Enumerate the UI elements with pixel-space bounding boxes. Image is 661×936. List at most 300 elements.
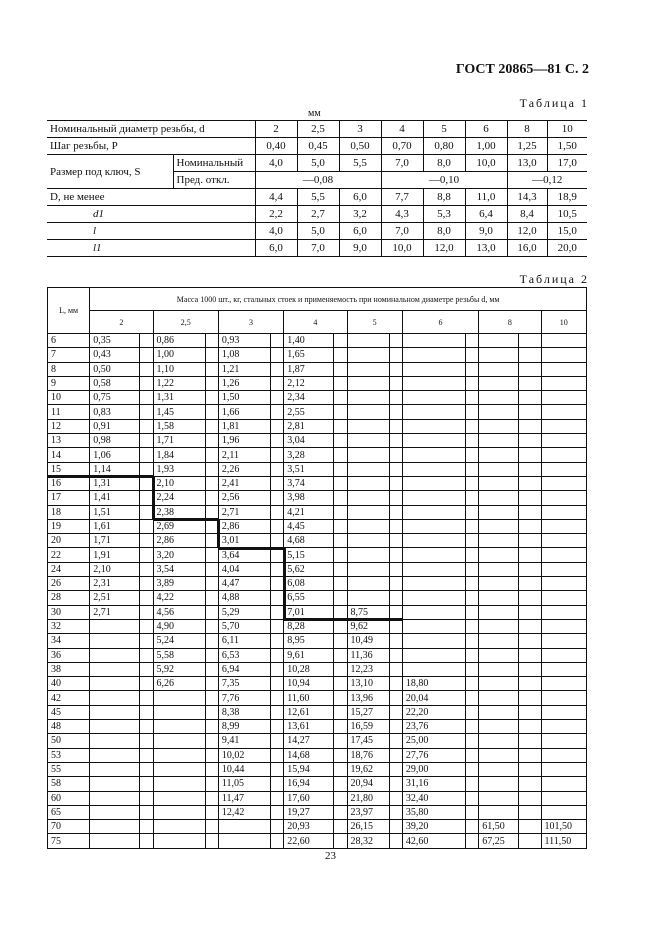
mass-cell: 2,55: [284, 405, 334, 419]
applicability-cell: [271, 834, 284, 848]
mass-cell: 16,59: [347, 720, 389, 734]
table1-cell: 10,0: [381, 240, 423, 257]
mass-cell: [541, 362, 586, 376]
mass-cell: 10,28: [284, 662, 334, 676]
mass-cell: [402, 605, 465, 619]
mass-cell: [541, 777, 586, 791]
mass-cell: 5,70: [218, 619, 270, 633]
applicability-cell: [140, 376, 153, 390]
boundary-segment: [48, 475, 154, 478]
applicability-cell: [389, 391, 402, 405]
applicability-cell: [205, 591, 218, 605]
table1-cell: 3,2: [339, 206, 381, 223]
mass-cell: 20,04: [402, 691, 465, 705]
applicability-cell: [205, 748, 218, 762]
mass-cell: 2,51: [90, 591, 140, 605]
mass-cell: [541, 677, 586, 691]
mass-cell: 1,41: [90, 491, 140, 505]
diameter-header: 4: [284, 311, 347, 334]
applicability-cell: [519, 777, 541, 791]
applicability-cell: [140, 734, 153, 748]
table1-cell: 5,5: [297, 189, 339, 206]
applicability-cell: [271, 462, 284, 476]
mass-cell: 2,71: [90, 605, 140, 619]
applicability-cell: [205, 348, 218, 362]
table1-cell: 6,0: [255, 240, 297, 257]
applicability-cell: [334, 705, 347, 719]
table-row: [48, 791, 587, 805]
mass-cell: [541, 634, 586, 648]
table1-cell: 6,0: [339, 223, 381, 240]
mass-cell: 23,97: [347, 805, 389, 819]
table1-cell: 2: [255, 121, 297, 138]
length-cell: 40: [48, 677, 90, 691]
length-cell: 45: [48, 705, 90, 719]
table-row: [48, 448, 587, 462]
applicability-cell: [334, 448, 347, 462]
mass-cell: 1,84: [153, 448, 205, 462]
applicability-cell: [519, 491, 541, 505]
mass-cell: [90, 762, 140, 776]
table1-cell: 12,0: [423, 240, 465, 257]
applicability-cell: [140, 434, 153, 448]
table1-cell: 2,2: [255, 206, 297, 223]
mass-cell: [90, 705, 140, 719]
mass-cell: 8,95: [284, 634, 334, 648]
length-cell: 19: [48, 519, 90, 533]
applicability-cell: [519, 391, 541, 405]
applicability-cell: [271, 434, 284, 448]
applicability-cell: [519, 548, 541, 562]
applicability-cell: [205, 734, 218, 748]
mass-cell: 8,28: [284, 619, 334, 633]
mass-cell: [347, 591, 389, 605]
table2-header-row: [48, 311, 587, 334]
length-cell: 30: [48, 605, 90, 619]
applicability-cell: [205, 448, 218, 462]
length-cell: 13: [48, 434, 90, 448]
applicability-cell: [466, 834, 479, 848]
mass-cell: [402, 348, 465, 362]
applicability-cell: [519, 591, 541, 605]
applicability-cell: [140, 691, 153, 705]
applicability-cell: [205, 562, 218, 576]
applicability-cell: [205, 376, 218, 390]
mass-cell: [402, 491, 465, 505]
mass-cell: [218, 834, 270, 848]
mass-cell: [153, 834, 205, 848]
mass-cell: [479, 691, 519, 705]
applicability-cell: [519, 448, 541, 462]
table-row: [48, 519, 587, 533]
applicability-cell: [519, 376, 541, 390]
mass-cell: [347, 391, 389, 405]
mass-cell: 9,62: [347, 619, 389, 633]
mass-cell: [402, 548, 465, 562]
mass-cell: [402, 591, 465, 605]
applicability-cell: [140, 591, 153, 605]
applicability-cell: [140, 748, 153, 762]
mass-cell: 2,31: [90, 577, 140, 591]
table-row: [48, 619, 587, 633]
mass-cell: [541, 705, 586, 719]
mass-cell: [90, 748, 140, 762]
applicability-cell: [466, 434, 479, 448]
applicability-cell: [466, 448, 479, 462]
length-cell: 26: [48, 577, 90, 591]
applicability-cell: [205, 805, 218, 819]
table1-cell: 10,5: [547, 206, 587, 223]
table1-cell: 1,00: [465, 138, 507, 155]
mass-cell: 1,50: [218, 391, 270, 405]
mass-cell: [479, 391, 519, 405]
applicability-cell: [519, 820, 541, 834]
applicability-cell: [334, 634, 347, 648]
applicability-cell: [334, 834, 347, 848]
length-cell: 32: [48, 619, 90, 633]
table1-cell: 20,0: [547, 240, 587, 257]
applicability-cell: [334, 648, 347, 662]
mass-cell: 6,55: [284, 591, 334, 605]
applicability-cell: [466, 562, 479, 576]
applicability-cell: [334, 376, 347, 390]
mass-cell: [479, 519, 519, 533]
table1-cell: 17,0: [547, 155, 587, 172]
applicability-cell: [389, 491, 402, 505]
mass-cell: 6,11: [218, 634, 270, 648]
mass-cell: [347, 476, 389, 490]
mass-cell: [90, 662, 140, 676]
mass-cell: 1,08: [218, 348, 270, 362]
applicability-cell: [389, 634, 402, 648]
mass-cell: 22,60: [284, 834, 334, 848]
applicability-cell: [389, 434, 402, 448]
table1-cell: 8,0: [423, 223, 465, 240]
applicability-cell: [519, 362, 541, 376]
mass-cell: 3,64: [218, 548, 270, 562]
diameter-header: 2,5: [153, 311, 218, 334]
applicability-cell: [140, 519, 153, 533]
mass-cell: 2,56: [218, 491, 270, 505]
applicability-cell: [271, 362, 284, 376]
mass-cell: [402, 391, 465, 405]
applicability-cell: [519, 505, 541, 519]
applicability-cell: [389, 648, 402, 662]
mass-cell: [479, 548, 519, 562]
mass-cell: [479, 491, 519, 505]
mass-cell: 21,80: [347, 791, 389, 805]
mass-cell: 12,23: [347, 662, 389, 676]
applicability-cell: [205, 405, 218, 419]
mass-cell: [479, 805, 519, 819]
applicability-cell: [205, 634, 218, 648]
applicability-cell: [519, 634, 541, 648]
mass-cell: 0,86: [153, 334, 205, 348]
mass-cell: [541, 534, 586, 548]
mass-cell: [479, 405, 519, 419]
length-cell: 65: [48, 805, 90, 819]
applicability-cell: [389, 476, 402, 490]
table1-cell: 10,0: [465, 155, 507, 172]
table1-cell: 18,9: [547, 189, 587, 206]
applicability-cell: [205, 419, 218, 433]
applicability-cell: [519, 334, 541, 348]
mass-cell: 12,61: [284, 705, 334, 719]
applicability-cell: [466, 391, 479, 405]
mass-cell: [347, 548, 389, 562]
mass-cell: [347, 505, 389, 519]
mass-cell: 1,00: [153, 348, 205, 362]
mass-cell: 0,91: [90, 419, 140, 433]
mass-cell: 1,14: [90, 462, 140, 476]
length-cell: 24: [48, 562, 90, 576]
applicability-cell: [389, 519, 402, 533]
table-row: [48, 476, 587, 490]
table1-cell: 0,80: [423, 138, 465, 155]
applicability-cell: [519, 734, 541, 748]
applicability-cell: [334, 334, 347, 348]
applicability-cell: [389, 805, 402, 819]
mass-cell: 101,50: [541, 820, 586, 834]
applicability-cell: [466, 691, 479, 705]
applicability-cell: [466, 619, 479, 633]
mass-cell: 6,08: [284, 577, 334, 591]
mass-cell: [153, 748, 205, 762]
table1-cell: 3: [339, 121, 381, 138]
mass-cell: 23,76: [402, 720, 465, 734]
applicability-cell: [271, 505, 284, 519]
length-cell: 58: [48, 777, 90, 791]
applicability-cell: [466, 476, 479, 490]
applicability-cell: [271, 634, 284, 648]
applicability-cell: [271, 534, 284, 548]
mass-cell: 1,26: [218, 376, 270, 390]
applicability-cell: [140, 648, 153, 662]
row-label: D, не менее: [47, 189, 255, 206]
page-number: 23: [325, 850, 336, 862]
applicability-cell: [389, 762, 402, 776]
table-row: [48, 648, 587, 662]
applicability-cell: [271, 519, 284, 533]
mass-cell: [347, 348, 389, 362]
applicability-cell: [389, 591, 402, 605]
table-row: [48, 405, 587, 419]
table1-cell: 0,50: [339, 138, 381, 155]
mass-cell: 2,69: [153, 519, 205, 533]
applicability-cell: [466, 734, 479, 748]
mass-cell: 1,91: [90, 548, 140, 562]
length-cell: 53: [48, 748, 90, 762]
mass-cell: 0,35: [90, 334, 140, 348]
mass-cell: [541, 791, 586, 805]
mass-cell: [153, 777, 205, 791]
mass-cell: 1,96: [218, 434, 270, 448]
mass-cell: 4,45: [284, 519, 334, 533]
mass-cell: [347, 448, 389, 462]
mass-cell: 17,60: [284, 791, 334, 805]
applicability-cell: [271, 720, 284, 734]
table1-cell: 5,3: [423, 206, 465, 223]
table-row: [48, 419, 587, 433]
applicability-cell: [140, 805, 153, 819]
applicability-cell: [205, 491, 218, 505]
mass-cell: 10,94: [284, 677, 334, 691]
applicability-cell: [205, 619, 218, 633]
applicability-cell: [334, 534, 347, 548]
applicability-cell: [271, 334, 284, 348]
table1-cell: 6: [465, 121, 507, 138]
mass-cell: 10,49: [347, 634, 389, 648]
mass-cell: 4,22: [153, 591, 205, 605]
applicability-cell: [519, 662, 541, 676]
applicability-cell: [466, 720, 479, 734]
mass-cell: 0,93: [218, 334, 270, 348]
mass-cell: 1,93: [153, 462, 205, 476]
mass-cell: [479, 562, 519, 576]
applicability-cell: [205, 648, 218, 662]
table-row: [48, 391, 587, 405]
mass-cell: 13,10: [347, 677, 389, 691]
applicability-cell: [389, 462, 402, 476]
mass-cell: 2,34: [284, 391, 334, 405]
row-label: d1: [47, 206, 255, 223]
mass-cell: [479, 705, 519, 719]
mass-cell: [541, 519, 586, 533]
table1-cell: 8: [507, 121, 547, 138]
mass-cell: 9,61: [284, 648, 334, 662]
table1-unit: мм: [308, 108, 321, 119]
mass-cell: [402, 419, 465, 433]
mass-cell: 3,20: [153, 548, 205, 562]
mass-cell: 3,89: [153, 577, 205, 591]
applicability-cell: [389, 791, 402, 805]
boundary-segment: [283, 548, 286, 619]
mass-cell: 6,26: [153, 677, 205, 691]
length-cell: 55: [48, 762, 90, 776]
table1-row: [47, 121, 587, 138]
table1-cell: 9,0: [339, 240, 381, 257]
mass-cell: [479, 748, 519, 762]
mass-cell: [402, 634, 465, 648]
mass-cell: [541, 762, 586, 776]
mass-cell: [479, 462, 519, 476]
table1-cell: 7,0: [297, 240, 339, 257]
mass-cell: 26,15: [347, 820, 389, 834]
table1-cell: 1,25: [507, 138, 547, 155]
length-cell: 60: [48, 791, 90, 805]
mass-cell: [90, 820, 140, 834]
diameter-header: 5: [347, 311, 402, 334]
applicability-cell: [205, 705, 218, 719]
applicability-cell: [271, 805, 284, 819]
applicability-cell: [334, 476, 347, 490]
table1-cell: 15,0: [547, 223, 587, 240]
table-row: [48, 491, 587, 505]
mass-cell: 2,10: [90, 562, 140, 576]
applicability-cell: [334, 348, 347, 362]
mass-cell: [153, 805, 205, 819]
applicability-cell: [271, 691, 284, 705]
applicability-cell: [519, 405, 541, 419]
mass-cell: 2,26: [218, 462, 270, 476]
mass-cell: [347, 462, 389, 476]
boundary-segment: [284, 618, 403, 621]
applicability-cell: [205, 691, 218, 705]
table1-cell: 8,4: [507, 206, 547, 223]
mass-cell: 2,24: [153, 491, 205, 505]
diameter-header: 8: [479, 311, 541, 334]
applicability-cell: [334, 691, 347, 705]
applicability-cell: [519, 534, 541, 548]
table1-cell: 6,0: [339, 189, 381, 206]
applicability-cell: [205, 577, 218, 591]
mass-cell: [479, 348, 519, 362]
mass-cell: [402, 505, 465, 519]
applicability-cell: [466, 462, 479, 476]
applicability-cell: [466, 805, 479, 819]
applicability-cell: [466, 591, 479, 605]
mass-cell: 67,25: [479, 834, 519, 848]
mass-cell: 8,38: [218, 705, 270, 719]
mass-cell: [541, 476, 586, 490]
applicability-cell: [140, 362, 153, 376]
boundary-segment: [152, 476, 155, 519]
applicability-cell: [519, 691, 541, 705]
applicability-cell: [140, 562, 153, 576]
mass-cell: 2,12: [284, 376, 334, 390]
mass-cell: 1,61: [90, 519, 140, 533]
applicability-cell: [271, 820, 284, 834]
mass-cell: 5,29: [218, 605, 270, 619]
mass-cell: 0,83: [90, 405, 140, 419]
applicability-cell: [334, 505, 347, 519]
length-cell: 34: [48, 634, 90, 648]
mass-cell: [541, 405, 586, 419]
length-cell: 16: [48, 476, 90, 490]
table1: [47, 120, 587, 257]
applicability-cell: [389, 705, 402, 719]
applicability-cell: [334, 734, 347, 748]
applicability-cell: [205, 605, 218, 619]
applicability-cell: [389, 334, 402, 348]
mass-cell: 19,27: [284, 805, 334, 819]
applicability-cell: [140, 619, 153, 633]
applicability-cell: [466, 405, 479, 419]
mass-cell: 111,50: [541, 834, 586, 848]
mass-cell: 0,98: [90, 434, 140, 448]
applicability-cell: [389, 548, 402, 562]
mass-cell: [347, 376, 389, 390]
mass-cell: 11,36: [347, 648, 389, 662]
applicability-cell: [271, 419, 284, 433]
applicability-cell: [466, 705, 479, 719]
table1-cell: —0,12: [507, 172, 587, 189]
mass-cell: 5,15: [284, 548, 334, 562]
applicability-cell: [205, 662, 218, 676]
mass-cell: [90, 648, 140, 662]
length-cell: 17: [48, 491, 90, 505]
applicability-cell: [389, 419, 402, 433]
applicability-cell: [334, 820, 347, 834]
length-cell: 22: [48, 548, 90, 562]
mass-cell: [402, 334, 465, 348]
mass-cell: 11,60: [284, 691, 334, 705]
mass-cell: [479, 662, 519, 676]
table-row: [48, 362, 587, 376]
mass-cell: [347, 434, 389, 448]
applicability-cell: [140, 762, 153, 776]
applicability-cell: [271, 762, 284, 776]
